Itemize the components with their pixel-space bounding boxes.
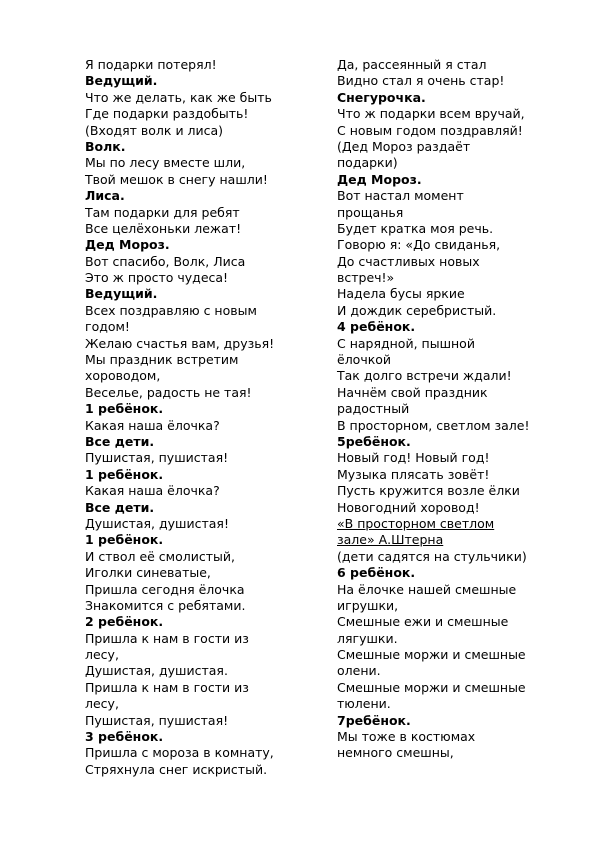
text-line: Мы праздник встретим [85,352,239,368]
text-line: Пушистая, пушистая! [85,712,229,728]
speaker-heading: 5ребёнок. [337,433,411,449]
text-line: Где подарки раздобыть! [85,106,249,122]
text-line: Что же делать, как же быть [85,89,272,105]
text-line: Так долго встречи ждали! [337,368,512,384]
text-line: тюлени. [337,696,391,712]
text-line: Будет кратка моя речь. [337,220,494,236]
text-line: Все целёхоньки лежат! [85,220,242,236]
text-line: Вот спасибо, Волк, Лиса [85,253,246,269]
text-line: Начнём свой праздник [337,384,488,400]
text-line: Вот настал момент [337,188,464,204]
text-line: Пришла к нам в гости из [85,679,249,695]
text-line: Желаю счастья вам, друзья! [85,335,275,351]
text-line: Пушистая, пушистая! [85,450,229,466]
text-line: С новым годом поздравляй! [337,122,523,138]
speaker-heading: 6 ребёнок. [337,565,416,581]
text-line: Смешные моржи и смешные [337,647,526,663]
text-line: немного смешны, [337,745,454,761]
text-line: Какая наша ёлочка? [85,483,220,499]
speaker-heading: 1 ребёнок. [85,466,164,482]
text-line: Новогодний хоровод! [337,499,480,515]
text-line: ёлочкой [337,352,392,368]
text-line: прощанья [337,204,404,220]
text-line: годом! [85,319,130,335]
text-line: Пришла с мороза в комнату, [85,745,274,761]
text-line: И дождик серебристый. [337,302,497,318]
text-line: В просторном, светлом зале! [337,417,530,433]
speaker-heading: Дед Мороз. [337,171,422,187]
text-line: Это ж просто чудеса! [85,270,229,286]
text-line: И ствол её смолистый, [85,548,235,564]
text-line: Видно стал я очень стар! [337,73,505,89]
text-line: Пришла к нам в гости из [85,630,249,646]
speaker-heading: Все дети. [85,433,155,449]
text-line: встреч!» [337,270,395,286]
speaker-heading: Ведущий. [85,73,158,89]
text-line: (дети садятся на стульчики) [337,548,527,564]
speaker-heading: 7ребёнок. [337,712,411,728]
text-line: Я подарки потерял! [85,57,217,72]
text-line: игрушки, [337,597,399,613]
text-line: олени. [337,663,381,679]
song-title-line: зале» А.Штерна [337,532,444,548]
text-line: Говорю я: «До свиданья, [337,237,501,253]
text-line: Иголки синеватые, [85,565,211,581]
text-line: Надела бусы яркие [337,286,465,302]
speaker-heading: 1 ребёнок. [85,401,164,417]
text-line: (Входят волк и лиса) [85,122,224,138]
speaker-heading: 4 ребёнок. [337,319,416,335]
text-line: Стряхнула снег искристый. [85,761,268,777]
speaker-heading: Ведущий. [85,286,158,302]
text-line: хороводом, [85,368,161,384]
speaker-heading: 2 ребёнок. [85,614,164,630]
text-column-right [337,57,587,762]
text-line: Мы по лесу вместе шли, [85,155,246,171]
speaker-heading: Лиса. [85,188,125,204]
text-line: С нарядной, пышной [337,335,475,351]
text-line: подарки) [337,155,398,171]
text-line: Смешные моржи и смешные [337,679,526,695]
text-line: Веселье, радость не тая! [85,384,252,400]
text-line: До счастливых новых [337,253,480,269]
text-line: Пришла сегодня ёлочка [85,581,245,597]
text-line: (Дед Мороз раздаёт [337,138,471,154]
text-line: Да, рассеянный я стал [337,57,487,72]
text-line: лесу, [85,647,119,663]
text-line: лягушки. [337,630,398,646]
text-line: радостный [337,401,410,417]
speaker-heading: Снегурочка. [337,89,426,105]
text-line: Твой мешок в снегу нашли! [85,171,268,187]
speaker-heading: Волк. [85,138,126,154]
song-title-line: «В просторном светлом [337,515,495,531]
text-line: Музыка плясать зовёт! [337,466,490,482]
speaker-heading: Дед Мороз. [85,237,170,253]
text-line: Смешные ежи и смешные [337,614,509,630]
speaker-heading: Все дети. [85,499,155,515]
text-line: Новый год! Новый год! [337,450,490,466]
text-line: Мы тоже в костюмах [337,729,476,745]
text-line: Что ж подарки всем вручай, [337,106,525,122]
text-line: На ёлочке нашей смешные [337,581,517,597]
speaker-heading: 1 ребёнок. [85,532,164,548]
text-line: Какая наша ёлочка? [85,417,220,433]
text-column-left [85,57,313,778]
text-line: Всех поздравляю с новым [85,302,257,318]
text-line: Знакомится с ребятами. [85,597,246,613]
text-line: Душистая, душистая. [85,663,228,679]
text-line: Там подарки для ребят [85,204,240,220]
text-line: лесу, [85,696,119,712]
speaker-heading: 3 ребёнок. [85,729,164,745]
text-line: Пусть кружится возле ёлки [337,483,520,499]
text-line: Душистая, душистая! [85,515,229,531]
